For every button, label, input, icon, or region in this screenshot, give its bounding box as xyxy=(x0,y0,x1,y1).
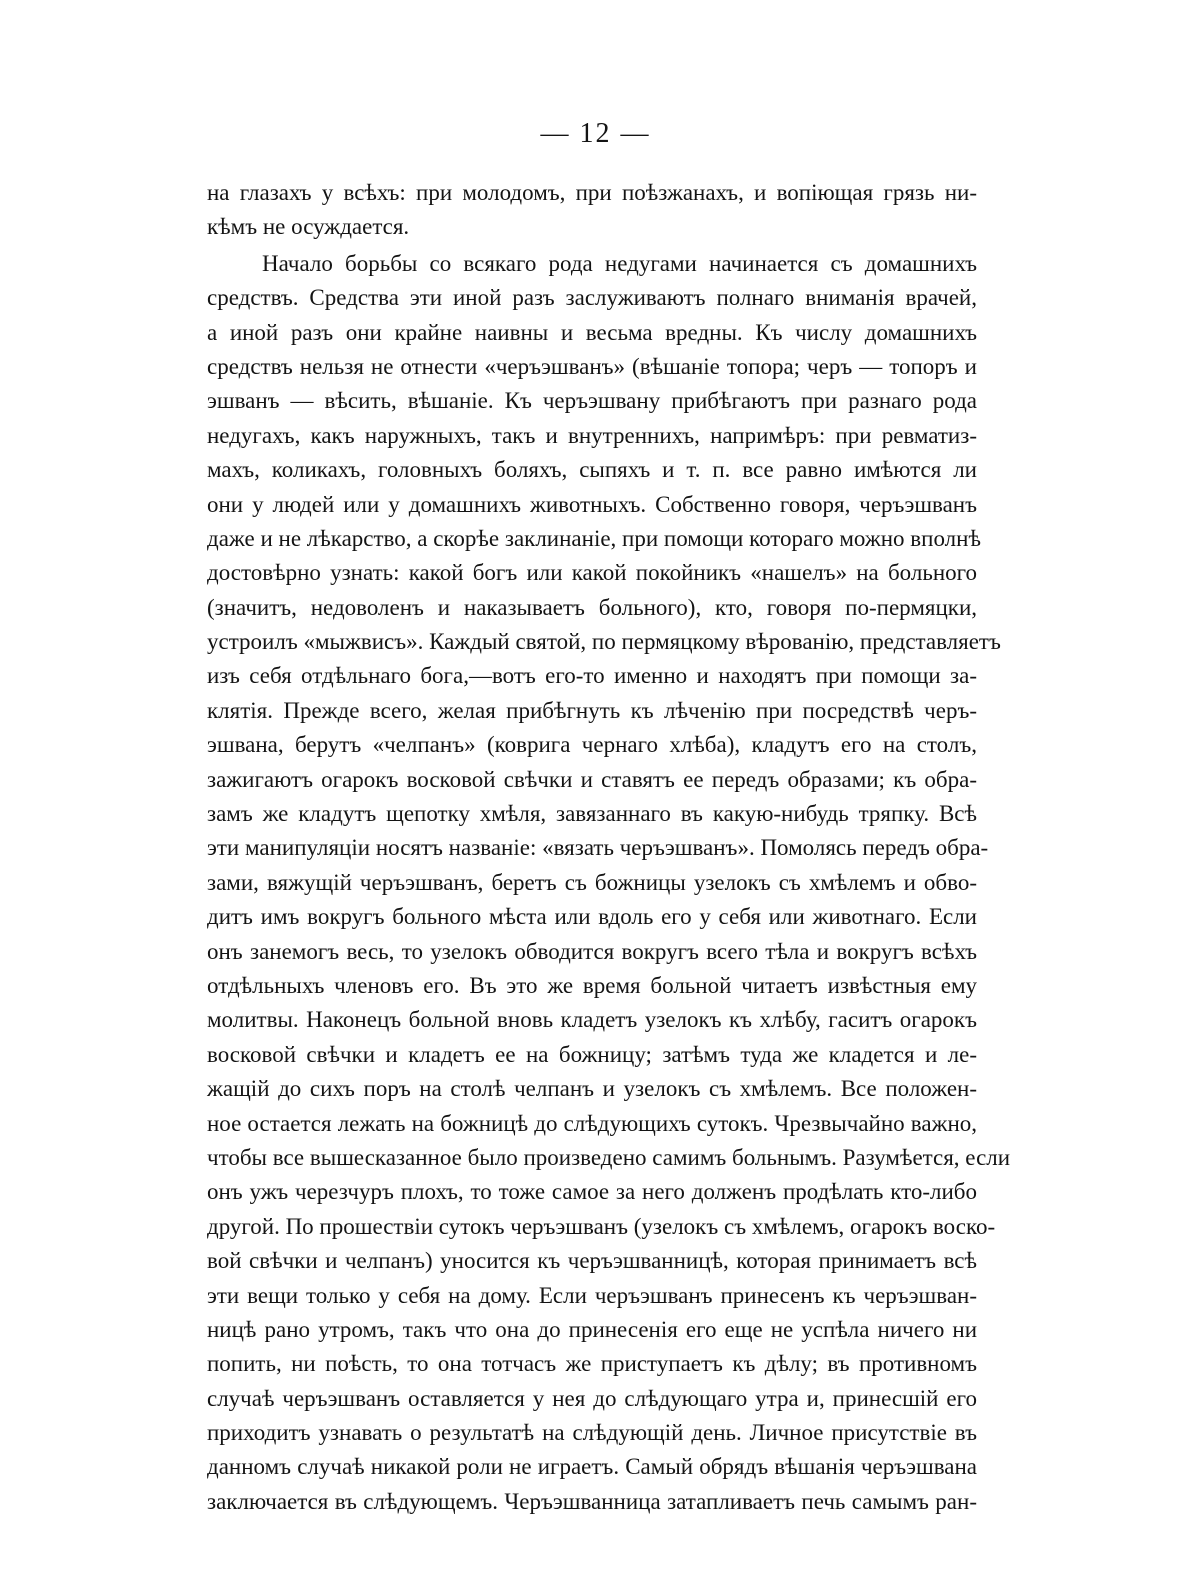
text-line: случаѣ черъэшванъ оставляется у нея до слѣдующаго утра и, принесшій его xyxy=(207,1385,977,1411)
text-line: отдѣльныхъ членовъ его. Въ это же время больной читаетъ извѣстныя ему xyxy=(207,972,977,998)
text-line: зажигаютъ огарокъ восковой свѣчки и ставятъ ее передъ образами; къ обра- xyxy=(207,766,977,792)
text-line: на глазахъ у всѣхъ: при молодомъ, при поѣзжанахъ, и вопіющая грязь ни- xyxy=(207,180,977,205)
text-line: попить, ни поѣсть, то она тотчасъ же приступаетъ къ дѣлу; въ противномъ xyxy=(207,1351,977,1377)
paragraph xyxy=(207,176,977,245)
text-line: средствъ. Средства эти иной разъ заслуживаютъ полнаго вниманія врачей, xyxy=(207,285,977,311)
text-line: изъ себя отдѣльнаго бога,—вотъ его-то именно и находятъ при помощи за- xyxy=(207,663,977,689)
page-number: — 12 — xyxy=(540,118,651,149)
text-line: молитвы. Наконецъ больной вновь кладетъ узелокъ къ хлѣбу, гаситъ огарокъ xyxy=(207,1007,977,1033)
text-line: эшвана, берутъ «челпанъ» (коврига чернаго хлѣба), кладутъ его на столъ, xyxy=(207,732,977,758)
text-line: даже и не лѣкарство, а скорѣе заклинаніе, при помощи котораго можно вполнѣ xyxy=(207,525,981,551)
text-line: эти вещи только у себя на дому. Если черъэшванъ принесенъ къ черъэшван- xyxy=(207,1282,977,1308)
text-line: (значитъ, недоволенъ и наказываетъ больного), кто, говоря по-пермяцки, xyxy=(207,594,977,620)
text-line: ницѣ рано утромъ, такъ что она до принесенія его еще не успѣла ничего ни xyxy=(207,1316,977,1342)
text-line: другой. По прошествіи сутокъ черъэшванъ (узелокъ съ хмѣлемъ, огарокъ воско- xyxy=(207,1213,996,1239)
text-line: заключается въ слѣдующемъ. Черъэшванница затапливаетъ печь самымъ ран- xyxy=(207,1488,977,1514)
text-line: они у людей или у домашнихъ животныхъ. Собственно говоря, черъэшванъ xyxy=(207,491,977,517)
text-line: жащій до сихъ поръ на столѣ челпанъ и узелокъ съ хмѣлемъ. Все положен- xyxy=(207,1076,977,1102)
text-line: клятія. Прежде всего, желая прибѣгнуть къ лѣченію при посредствѣ черъ- xyxy=(207,697,977,723)
body-text xyxy=(207,176,1011,1519)
text-line: данномъ случаѣ никакой роли не играетъ. Самый обрядъ вѣшанія черъэшвана xyxy=(207,1454,977,1480)
text-line: дитъ имъ вокругъ больного мѣста или вдоль его у себя или животнаго. Если xyxy=(207,904,977,930)
text-line: эшванъ — вѣсить, вѣшаніе. Къ черъэшвану прибѣгаютъ при разнаго рода xyxy=(207,388,977,414)
paragraph xyxy=(207,247,1011,1519)
text-line: онъ занемогъ весь, то узелокъ обводится вокругъ всего тѣла и вокругъ всѣхъ xyxy=(207,938,977,964)
text-line: Начало борьбы со всякаго рода недугами начинается съ домашнихъ xyxy=(262,250,977,276)
text-line: приходитъ узнавать о результатѣ на слѣдующій день. Личное присутствіе въ xyxy=(207,1420,977,1446)
text-line: зами, вяжущій черъэшванъ, беретъ съ божницы узелокъ съ хмѣлемъ и обво- xyxy=(207,869,977,895)
text-line: чтобы все вышесказанное было произведено самимъ больнымъ. Разумѣется, если xyxy=(207,1144,1011,1170)
text-line: недугахъ, какъ наружныхъ, такъ и внутреннихъ, напримѣръ: при ревматиз- xyxy=(207,422,977,448)
text-line: достовѣрно узнать: какой богъ или какой покойникъ «нашелъ» на больного xyxy=(207,560,977,586)
text-line: средствъ нельзя не отнести «черъэшванъ» (вѣшаніе топора; черъ — топоръ и xyxy=(207,353,977,379)
text-line: махъ, коликахъ, головныхъ боляхъ, сыпяхъ и т. п. все равно имѣются ли xyxy=(207,457,977,483)
text-line: эти манипуляціи носятъ названіе: «вязать черъэшванъ». Помолясь передъ обра- xyxy=(207,835,989,861)
text-line: ное остается лежать на божницѣ до слѣдующихъ сутокъ. Чрезвычайно важно, xyxy=(207,1110,977,1136)
text-line: устроилъ «мыжвисъ». Каждый святой, по пермяцкому вѣрованію, представляетъ xyxy=(207,629,1001,655)
text-line: а иной разъ они крайне наивны и весьма вредны. Къ числу домашнихъ xyxy=(207,319,977,345)
text-line: кѣмъ не осуждается. xyxy=(207,214,410,240)
text-line: вой свѣчки и челпанъ) уносится къ черъэшванницѣ, которая принимаетъ всѣ xyxy=(207,1248,977,1274)
text-line: восковой свѣчки и кладетъ ее на божницу; затѣмъ туда же кладется и ле- xyxy=(207,1041,977,1067)
text-line: онъ ужъ черезчуръ плохъ, то тоже самое за него долженъ продѣлать кто-либо xyxy=(207,1179,977,1205)
text-line: замъ же кладутъ щепотку хмѣля, завязаннаго въ какую-нибудь тряпку. Всѣ xyxy=(207,801,977,827)
